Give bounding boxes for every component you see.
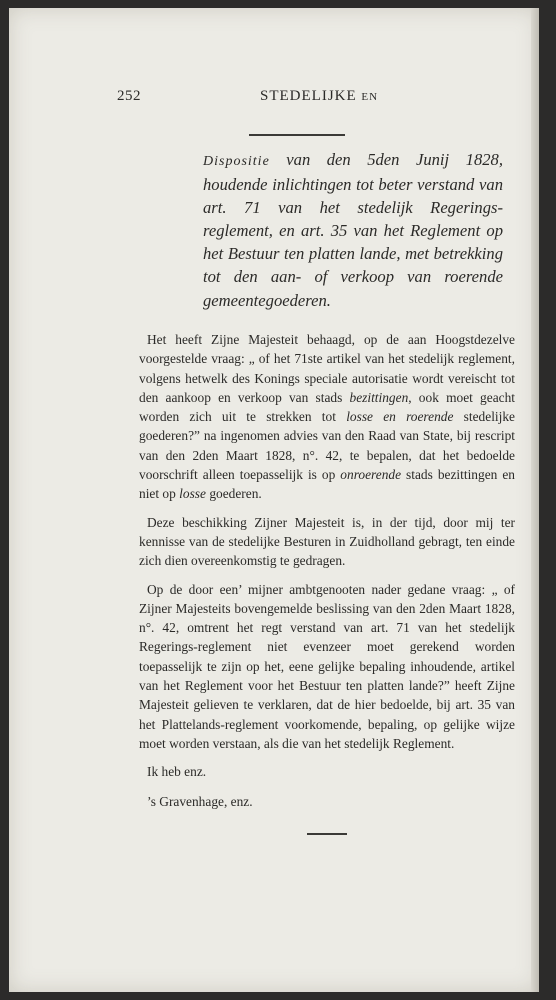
p1-italic-losse-roerende: losse en roerende: [346, 409, 454, 425]
p1-italic-bezittingen: bezittingen: [349, 389, 409, 405]
p1-text-c: stedelijke goederen?” na ingenomen advies van den Raad van State, bij rescript van den 2den Maart 1828, n°. 42, te bepalen, dat het bedoelde voorschrift alleen toepasselijk is op: [139, 409, 515, 483]
bottom-rule: [307, 833, 347, 835]
page-header: [117, 88, 509, 108]
book-page: [9, 8, 539, 992]
p1-text-a: Het heeft Zijne Majesteit behaagd, op de aan Hoogstdezelve voorgestelde vraag: „ of het 71ste artikel van het stedelijk reglement, volgens hetwelk des Konings speciale autorisatie wordt vereischt tot den aankoop en verkoop van stads: [139, 332, 515, 405]
place-line: ’s Gravenhage, enz.: [147, 793, 253, 809]
disposition-title: [203, 148, 503, 312]
p1-italic-onroerende: onroerende: [340, 467, 402, 483]
body-text: [139, 330, 515, 811]
page-edge: [531, 8, 539, 992]
running-head-small: EN: [361, 91, 379, 103]
running-head-main: STEDELIJKE: [260, 88, 357, 104]
title-rest: van den 5den Junij 1828, houdende inlichtingen tot beter verstand van art. 71 van het stedelijk Regerings-reglement, en art. 35 van het Reglement op het Bestuur ten platten lande, met betrekking tot den aan- of verkoop van roerende gemeentegoederen.: [203, 150, 503, 310]
top-rule: [249, 134, 345, 136]
p1-text-e: goederen.: [205, 486, 262, 502]
p1-text-b: , ook moet geacht worden zich uit te strekken tot: [139, 389, 515, 425]
paragraph-3: Op de door een’ mijner ambtgenooten nader gedane vraag: „ of Zijner Majesteits bovengemelde beslissing van den 2den Maart 1828, n°. 42, omtrent het regt verstand van art. 71 van het stedelijk Regerings-reglement niet evenzeer moet gerekend worden toepasselijk te zijn op het, eene gelijke bepaling inhoudende, artikel van het Reglement voor het Bestuur ten platten lande?” heeft Zijne Majesteit gelieven te verklaren, dat de hier bedoelde, bij art. 35 van het Plattelands-reglement voorkomende, bepaling, op gelijke wijze moet worden verstaan, als die van het stedelijk Reglement.: [139, 581, 515, 751]
page-number: 252: [117, 88, 141, 104]
paragraph-2: Deze beschikking Zijner Majesteit is, in der tijd, door mij ter kennisse van de stedelijke Besturen in Zuidholland gebragt, ten einde zich dien overeenkomstig te gedragen.: [139, 514, 515, 569]
closing-line: Ik heb enz.: [147, 764, 207, 780]
p1-text-d: stads bezittingen en niet op: [139, 467, 515, 502]
paragraph-1: [139, 330, 515, 504]
title-smallcaps: Dispositie: [203, 154, 270, 169]
running-head: [260, 88, 378, 105]
p1-italic-losse: losse: [179, 486, 206, 502]
